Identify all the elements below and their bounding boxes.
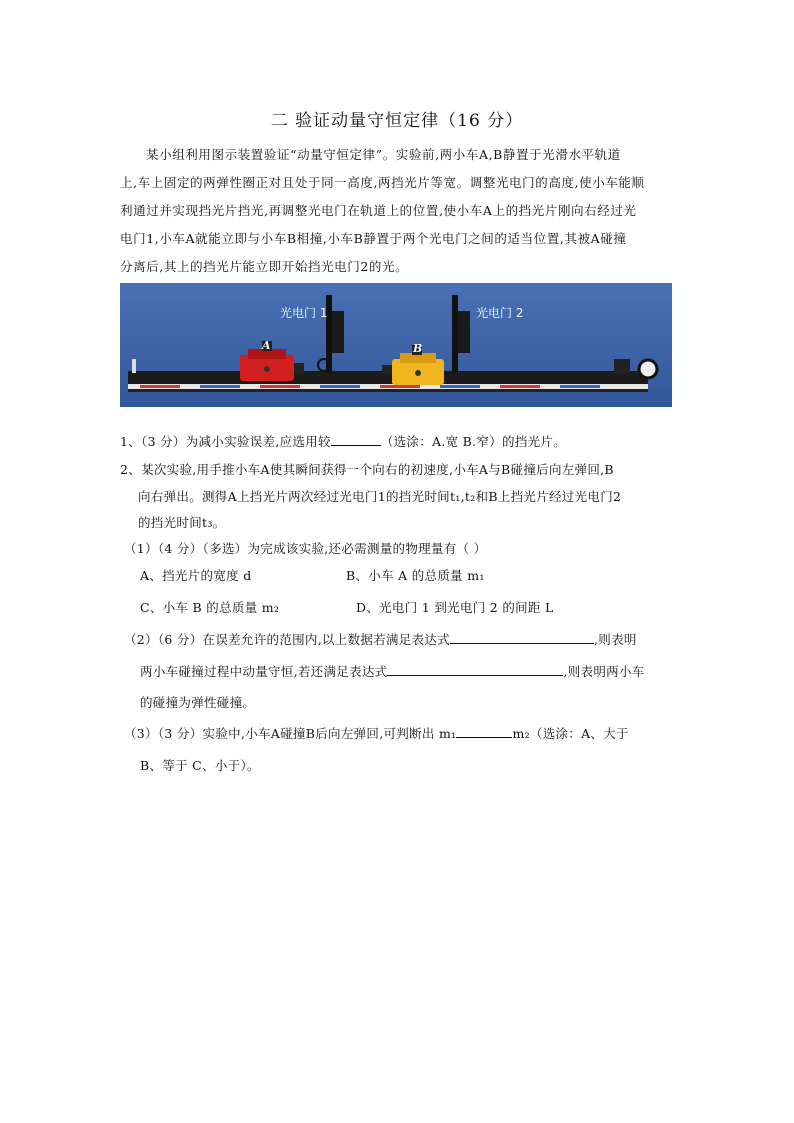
question-1: 1、（3 分）为减小实验误差,应选用较 （选涂：A.宽 B.窄）的挡光片。 [120, 434, 567, 449]
question-2-line-3: 的挡光时间t₃。 [138, 515, 226, 530]
sub3-blank [456, 725, 512, 738]
sub2-blank-2 [387, 663, 563, 676]
intro-line-3: 利通过并实现挡光片挡光,再调整光电门在轨道上的位置,使小车A上的挡光片刚向右经过光 [120, 203, 637, 218]
option-c: C、小车 B 的总质量 m₂ [140, 600, 280, 615]
sub-question-1: （1）（4 分）（多选）为完成该实验,还必需测量的物理量有（ ） [124, 541, 487, 556]
experiment-photo [120, 283, 672, 407]
q1-blank [331, 433, 381, 446]
section-title: 二 验证动量守恒定律（16 分） [270, 111, 524, 131]
question-2-line-2: 向右弹出。测得A上挡光片两次经过光电门1的挡光时间t₁,t₂和B上挡光片经过光电门2 [138, 489, 622, 504]
track [128, 371, 648, 385]
option-b: B、小车 A 的总质量 m₁ [346, 568, 485, 583]
sub-question-3-line-2: B、等于 C、小于）。 [140, 758, 260, 773]
intro-line-5: 分离后,其上的挡光片能立即开始挡光电门2的光。 [120, 259, 409, 274]
gate-2-label: 光电门 2 [476, 306, 524, 320]
cart-a-label: A [262, 339, 271, 352]
question-2-line-1: 2、某次实验,用手推小车A使其瞬间获得一个向右的初速度,小车A与B碰撞后向左弹回,B [120, 462, 614, 477]
intro-line-1: 某小组利用图示装置验证“动量守恒定律”。实验前,两小车A,B静置于光滑水平轨道 [146, 147, 621, 162]
left-stopper [132, 359, 136, 373]
sub2-blank-1 [450, 631, 594, 644]
intro-line-2: 上,车上固定的两弹性圈正对且处于同一高度,两挡光片等宽。调整光电门的高度,使小车能顺 [120, 175, 645, 190]
sub-question-2-line-3: 的碰撞为弹性碰撞。 [140, 695, 256, 710]
intro-paragraph [120, 141, 676, 281]
option-d: D、光电门 1 到光电门 2 的间距 L [356, 600, 554, 615]
option-a: A、挡光片的宽度 d [140, 568, 252, 583]
sub-question-2-line-2: 两小车碰撞过程中动量守恒,若还满足表达式 ,则表明两小车 [140, 664, 645, 679]
intro-line-4: 电门1,小车A就能立即与小车B相撞,小车B静置于两个光电门之间的适当位置,其被A碰撞 [120, 231, 627, 246]
sub-question-3-line-1: （3）（3 分）实验中,小车A碰撞B后向左弹回,可判断出 m₁ m₂（选涂：A、大于 [124, 726, 629, 741]
gate-1-label: 光电门 1 [280, 306, 328, 320]
sub-question-2-line-1: （2）（6 分）在误差允许的范围内,以上数据若满足表达式 ,则表明 [124, 632, 637, 647]
cart-b-label: B [413, 342, 423, 355]
